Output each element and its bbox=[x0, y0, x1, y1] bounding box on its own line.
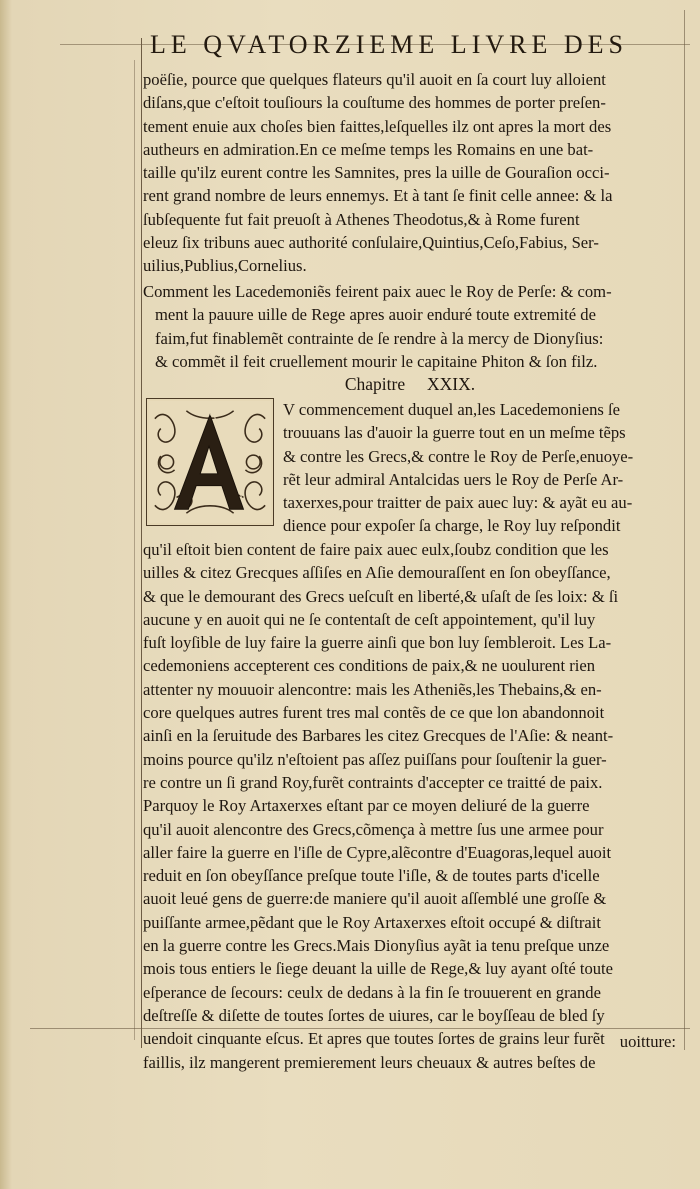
text-line: taille qu'ilz eurent contre les Samnites, pres la uille de Gouraſion occi- bbox=[143, 163, 610, 183]
summary-line: Comment les Lacedemoniẽs feirent paix auec le Roy de Perſe: & com- bbox=[143, 282, 612, 301]
text-line: uendoit cinquante eſcus. Et apres que toutes ſortes de grains leur furẽt bbox=[143, 1029, 605, 1049]
text-line: poëſie, pource que quelques flateurs qu'il auoit en ſa court luy alloient bbox=[143, 70, 606, 89]
left-margin-rule-outer bbox=[134, 60, 135, 1040]
text-line: eſperance de ſecours: ceulx de dedans à la fin ſe trouuerent en grande bbox=[143, 982, 601, 1002]
text-line: aller faire la guerre en l'iſle de Cypre,alẽcontre d'Euagoras,lequel auoit bbox=[143, 842, 612, 862]
text-line: faillis, ilz mangerent premierement leurs cheuaux & autres beſtes de bbox=[143, 1052, 596, 1072]
text-line: dience pour expoſer ſa charge, le Roy luy reſpondit bbox=[283, 516, 621, 536]
text-beside-initial bbox=[283, 398, 677, 538]
text-line: core quelques autres furent tres mal contẽs de ce que lon abandonnoit bbox=[143, 703, 605, 723]
text-line: tement enuie aux choſes bien faittes,leſquelles ilz ont apres la mort des bbox=[143, 116, 612, 136]
text-line: rent grand nombre de leurs ennemys. Et à tant ſe finit celle annee: & la bbox=[143, 186, 613, 206]
text-line: en la guerre contre les Grecs.Mais Dionyſius ayãt ia tenu preſque unze bbox=[143, 936, 610, 956]
summary-line: ment la pauure uille de Rege apres auoir enduré toute extremité de bbox=[155, 305, 596, 325]
text-line: Parquoy le Roy Artaxerxes eſtant par ce moyen deliuré de la guerre bbox=[143, 796, 590, 816]
text-line: mois tous entiers le ſiege deuant la uille de Rege,& luy ayant oſté toute bbox=[143, 959, 614, 979]
chapter-body bbox=[143, 538, 677, 1074]
summary-line: faim,fut finablemẽt contrainte de ſe rendre à la mercy de Dionyſius: bbox=[155, 328, 604, 348]
text-line: trouuans las d'auoir la guerre tout en un meſme tẽps bbox=[283, 423, 626, 443]
text-line: qu'il eſtoit bien content de faire paix auec eulx,ſoubz condition que les bbox=[143, 540, 609, 559]
left-margin-rule bbox=[141, 38, 142, 1048]
text-line: fuſt loyſible de luy faire la guerre ainſi que bon luy ſembleroit. Les La- bbox=[143, 633, 612, 653]
text-line: eleuz ſix tribuns auec authorité conſulaire,Quintius,Ceſo,Fabius, Ser- bbox=[143, 233, 599, 253]
text-line: auoit leué gens de guerre:de maniere qu'il auoit aſſemblé une groſſe & bbox=[143, 889, 607, 909]
text-line: rẽt leur admiral Antalcidas uers le Roy de Perſe Ar- bbox=[283, 469, 624, 489]
catchword: uoitture: bbox=[619, 1032, 676, 1051]
text-line: V commencement duquel an,les Lacedemoniens ſe bbox=[283, 400, 620, 419]
text-line: aucune y en auoit qui ne ſe contentaſt de ceſt appointement, qu'il luy bbox=[143, 609, 596, 629]
chapter-heading: Chapitre XXIX. bbox=[344, 374, 476, 394]
text-line: reduit en ſon obeyſſance preſque toute l'iſle, & de toutes parts d'icelle bbox=[143, 866, 600, 886]
text-line: taxerxes,pour traitter de paix auec luy: & ayãt eu au- bbox=[283, 493, 633, 513]
chapter-heading-wrap bbox=[143, 373, 677, 396]
text-line: autheurs en admiration.En ce meſme temps les Romains en une bat- bbox=[143, 139, 594, 159]
text-line: qu'il auoit alencontre des Grecs,cõmença à mettre ſus une armee pour bbox=[143, 819, 604, 839]
text-line: & que le demourant des Grecs ueſcuſt en liberté,& uſaſt de ſes loix: & ſi bbox=[143, 586, 619, 606]
right-margin-rule bbox=[684, 10, 685, 1050]
drop-cap-ornament-icon bbox=[147, 399, 273, 525]
summary-line: & commẽt il feit cruellement mourir le capitaine Phiton & ſon filz. bbox=[155, 351, 598, 371]
text-line: diſans,que c'eſtoit touſiours la couſtume des hommes de porter preſen- bbox=[143, 93, 606, 113]
text-line: uilius,Publius,Cornelius. bbox=[143, 256, 307, 276]
text-line: cedemoniens accepterent ces conditions de paix,& ne uoulurent rien bbox=[143, 656, 596, 676]
text-line: puiſſante armee,pẽdant que le Roy Artaxerxes eſtoit occupé & diſtrait bbox=[143, 912, 602, 932]
ornamented-initial-A bbox=[146, 398, 274, 526]
text-line: ainſi en la ſeruitude des Barbares les citez Grecques de l'Aſie: & neant- bbox=[143, 726, 614, 746]
running-title: LE QVATORZIEME LIVRE DES bbox=[150, 30, 628, 59]
text-line: re contre un ſi grand Roy,furẽt contraints d'accepter ce traitté de paix. bbox=[143, 772, 603, 792]
text-line: ſubſequente fut fait preuoſt à Athenes Theodotus,& à Rome furent bbox=[143, 209, 580, 229]
text-line: deſtreſſe & diſette de toutes ſortes de uiures, car le boyſſeau de bled ſy bbox=[143, 1005, 605, 1025]
text-line: & contre les Grecs,& contre le Roy de Perſe,enuoye- bbox=[283, 446, 634, 466]
text-line: moins pource qu'ilz n'eſtoient pas aſſez puiſſans pour ſouſtenir la guer- bbox=[143, 749, 607, 769]
text-line: attenter ny mouuoir alencontre: mais les Atheniẽs,les Thebains,& en- bbox=[143, 679, 602, 699]
top-paragraph bbox=[143, 68, 677, 278]
text-line: uilles & citez Grecques aſſiſes en Aſie demouraſſent en ſon obeyſſance, bbox=[143, 563, 611, 583]
chapter-summary bbox=[143, 280, 677, 373]
